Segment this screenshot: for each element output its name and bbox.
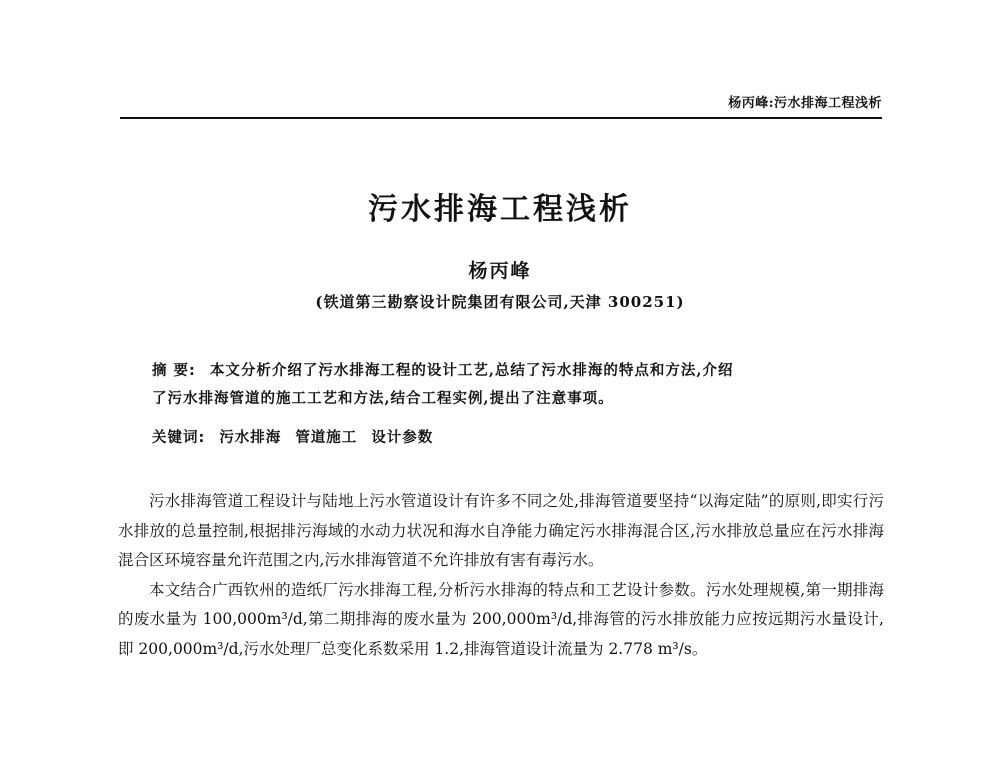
author-name: 杨丙峰 — [468, 260, 532, 282]
abstract — [152, 357, 852, 413]
keywords — [152, 426, 852, 447]
keyword-item: 设计参数 — [371, 429, 434, 446]
keyword-item: 污水排海 — [219, 429, 282, 446]
abstract-label: 摘 要: — [152, 363, 196, 379]
body-paragraph-2: 本文结合广西钦州的造纸厂污水排海工程,分析污水排海的特点和工艺设计参数。污水处理规模,第一期排海的废水量为 100,000m³/d,第二期排海的废水量为 200,000m³/d,排海管的污水排放能力应按远期污水量设计,即 200,000m³/d,污水处理厂总变化系数采用 1.2,排海管道设计流量为 2.778 m³/s。 — [118, 580, 884, 658]
running-header: 杨丙峰:污水排海工程浅析 — [728, 96, 882, 111]
header-rule — [120, 117, 882, 119]
author-affiliation: (铁道第三勘察设计院集团有限公司,天津 300251) — [315, 293, 685, 311]
abstract-text-line1: 本文分析介绍了污水排海工程的设计工艺,总结了污水排海的特点和方法,介绍 — [209, 362, 734, 379]
body-text — [118, 487, 884, 664]
body-paragraph-1: 污水排海管道工程设计与陆地上污水管道设计有许多不同之处,排海管道要坚持“以海定陆”的原则,即实行污水排放的总量控制,根据排污海域的水动力状况和海水自净能力确定污水排海混合区,污水排放总量应在污水排海混合区环境容量允许范围之内,污水排海管道不允许排放有害有毒污水。 — [118, 492, 884, 569]
paper-title: 污水排海工程浅析 — [368, 192, 632, 227]
abstract-text-line2: 了污水排海管道的施工工艺和方法,结合工程实例,提出了注意事项。 — [152, 390, 614, 407]
keyword-item: 管道施工 — [295, 429, 358, 446]
keywords-label: 关键词: — [152, 430, 206, 446]
